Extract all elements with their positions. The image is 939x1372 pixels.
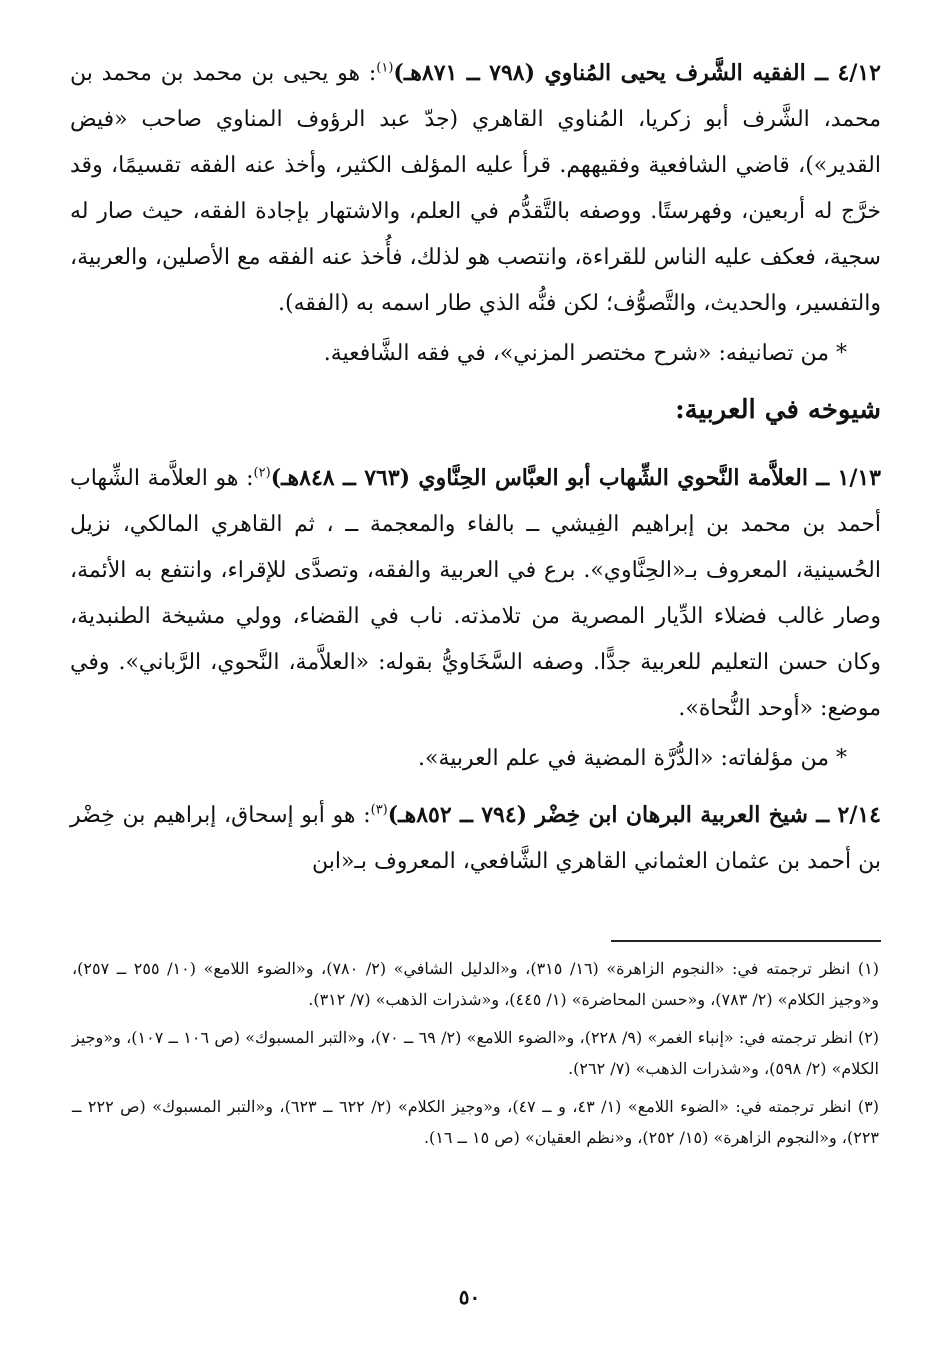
entry-al-hinnawi [70, 455, 881, 782]
entry-works: * من مؤلفاته: «الدُّرَّة المضية في علم العربية». [418, 745, 847, 771]
page-body [70, 50, 881, 885]
entry-heading: ٢/١٤ ــ شيخ العربية البرهان ابن خِضْر (٧٩٤ ــ ٨٥٢هـ) [387, 801, 881, 828]
entry-heading: ٤/١٢ ــ الفقيه الشَّرف يحيى المُناوي (٧٩٨ ــ ٨٧١هـ) [393, 60, 881, 86]
footnote-ref[interactable]: (٢) [253, 465, 271, 481]
footnote-item: (٢) انظر ترجمته في: «إنباء الغمر» (٩/ ٢٢٨)، و«الضوء اللامع» (٢/ ٦٩ ــ ٧٠)، و«التبر المسبوك» (ص ١٠٦ ــ ١٠٧)، و«وجيز الكلام» (٢/ ٥٩٨)، و«شذرات الذهب» (٧/ ٢٦٢). [72, 1028, 880, 1078]
section-heading: شيوخه في العربية: [675, 395, 881, 425]
entry-ibn-khidr [70, 792, 881, 885]
entry-text: : هو أبو إسحاق، إبراهيم بن خِضْر بن أحمد بن عثمان العثماني القاهري الشَّافعي، المعروف بـ«ابن [70, 802, 881, 874]
entry-yahya-al-munawi [70, 50, 881, 377]
footnote-item: (١) انظر ترجمته في: «النجوم الزاهرة» (١٦/ ٣١٥)، و«الدليل الشافي» (٢/ ٧٨٠)، و«الضوء اللامع» (١٠/ ٢٥٥ ــ ٢٥٧)، و«وجيز الكلام» (٢/ ٧٨٣)، و«حسن المحاضرة» (١/ ٤٤٥)، و«شذرات الذهب» (٧/ ٣١٢). [72, 959, 879, 1009]
footnote-ref[interactable]: (١) [376, 60, 394, 76]
entry-works: * من تصانيفه: «شرح مختصر المزني»، في فقه الشَّافعية. [323, 341, 847, 366]
footnote-item: (٣) انظر ترجمته في: «الضوء اللامع» (١/ ٤٣، و ــ ٤٧)، و«وجيز الكلام» (٢/ ٦٢٢ ــ ٦٢٣)، و«التبر المسبوك» (ص ٢٢٢ ــ ٢٢٣)، و«النجوم الزاهرة» (١٥/ ٢٥٢)، و«نظم العقيان» (ص ١٥ ــ ١٦). [72, 1097, 880, 1147]
entry-paragraph [70, 455, 881, 732]
entry-paragraph [70, 50, 881, 327]
page-number: ٥٠ [458, 1285, 481, 1309]
entry-paragraph [70, 792, 881, 885]
footnote-divider [611, 940, 881, 942]
footnote-ref[interactable]: (٣) [370, 802, 388, 818]
entry-text: : هو يحيى بن محمد بن محمد بن محمد، الشَّرف أبو زكريا، المُناوي القاهري (جدّ عبد الرؤوف المناوي صاحب «فيض القدير»)، قاضي الشافعية وفقيههم. قرأ عليه المؤلف الكثير، وأخذ عنه الفقه تقسيمًا، وقد خرَّج له أربعين، وفهرستًا. ووصفه بالتَّقدُّم في العلم، والاشتهار بإجادة الفقه، حيث صار له سجية، فعكف عليه الناس للقراءة، وانتصب هو لذلك، فأُخذ عنه الفقه مع الأصلين، والعربية، والتفسير، والحديث، والتَّصوُّف؛ لكن فنُّه الذي طار اسمه به (الفقه). [70, 61, 881, 316]
entry-text: : هو العلاَّمة الشِّهاب أحمد بن محمد بن إبراهيم الفِيشي ــ بالفاء والمعجمة ــ ، ثم القاهري المالكي، نزيل الحُسينية، المعروف بـ«الحِنَّاوي». برع في العربية والفقه، وتصدَّى للإقراء، وانتفع به الأئمة، وصار غالب فضلاء الدِّيار المصرية من تلامذته. ناب في القضاء، وولي مشيخة الطنبدية، وكان حسن التعليم للعربية جدًّا. وصفه السَّخَاويُّ بقوله: «العلاَّمة، النَّحوي، الرَّباني». وفي موضع: «أوحد النُّحاة». [70, 465, 881, 721]
entry-heading: ١/١٣ ــ العلاَّمة النَّحوي الشِّهاب أبو العبَّاس الحِنَّاوي (٧٦٣ ــ ٨٤٨هـ) [270, 464, 881, 491]
footnotes [72, 953, 879, 1160]
